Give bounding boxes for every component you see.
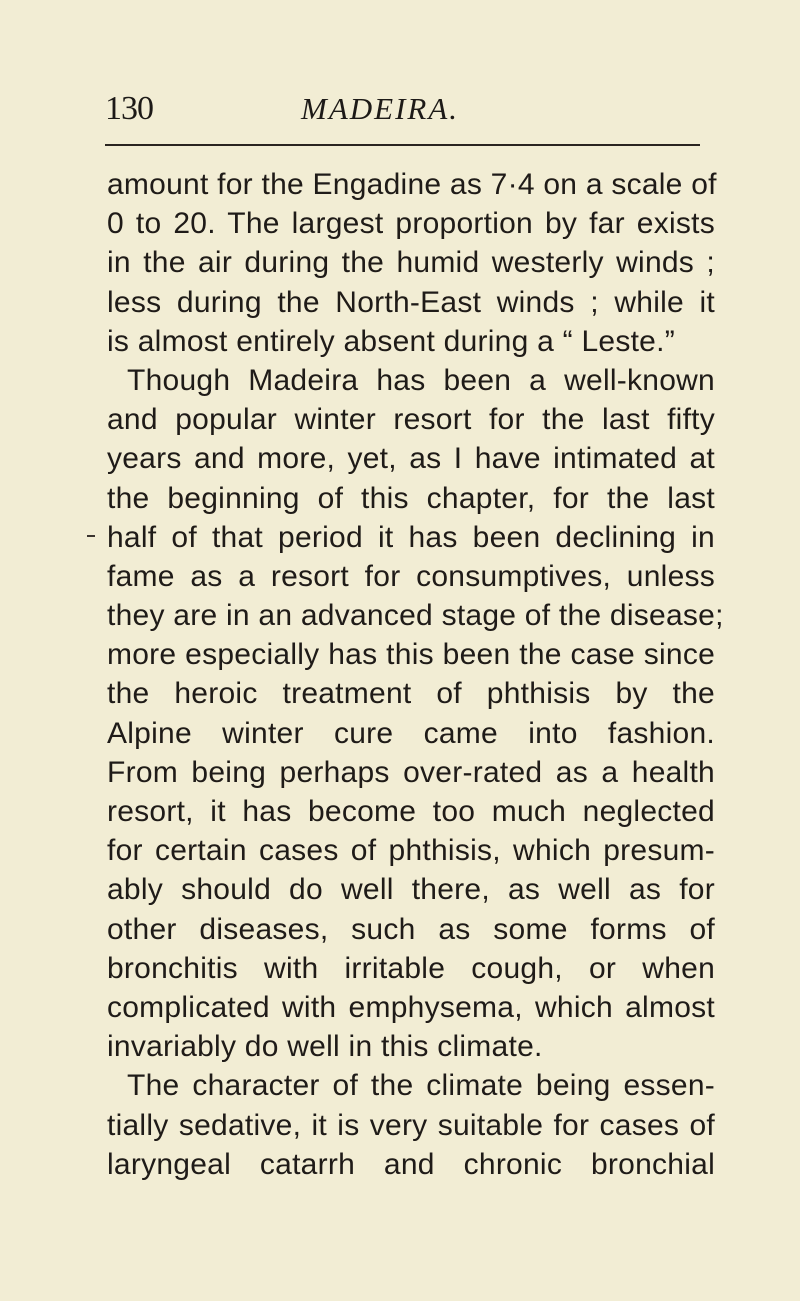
text-line: bronchitis with irritable cough, or when [107,951,715,985]
text-line: other diseases, such as some forms of [107,912,715,946]
text-line: less during the North-East winds ; while it [107,285,715,319]
page-number: 130 [105,90,153,127]
text-line: years and more, yet, as I have intimated at [107,442,715,476]
text-line: laryngeal catarrh and chronic bronchial [107,1147,715,1181]
text-line: Alpine winter cure came into fashion. [107,716,715,750]
text-line: The character of the climate being essen- [127,1069,715,1103]
text-line: in the air during the humid westerly winds ; [107,246,715,280]
text-line: for certain cases of phthisis, which presum- [107,834,715,868]
text-line: ably should do well there, as well as for [107,873,715,907]
text-line: is almost entirely absent during a “ Leste.” [107,324,675,358]
header-rule [105,144,700,146]
text-line: the beginning of this chapter, for the last [107,481,715,515]
text-line: they are in an advanced stage of the disease; [107,599,724,633]
margin-mark [87,535,95,537]
text-line: complicated with emphysema, which almost [107,990,715,1024]
text-line: 0 to 20. The largest proportion by far exists [107,207,715,241]
text-line: half of that period it has been declining in [107,520,715,554]
page-header [105,66,700,127]
text-line: tially sedative, it is very suitable for cases of [107,1108,715,1142]
text-line: resort, it has become too much neglected [107,795,715,828]
text-line: and popular winter resort for the last fifty [107,403,715,437]
running-head: MADEIRA. [301,91,460,126]
text-line: more especially has this been the case since [107,638,715,672]
body-text [107,165,724,1184]
text-line: Though Madeira has been a well-known [127,363,715,397]
text-line: the heroic treatment of phthisis by the [107,677,715,711]
text-line: From being perhaps over-rated as a health [107,755,715,789]
text-line: invariably do well in this climate. [107,1030,543,1064]
text-line: amount for the Engadine as 7·4 on a scale of [107,168,717,201]
text-line: fame as a resort for consumptives, unless [107,559,715,593]
